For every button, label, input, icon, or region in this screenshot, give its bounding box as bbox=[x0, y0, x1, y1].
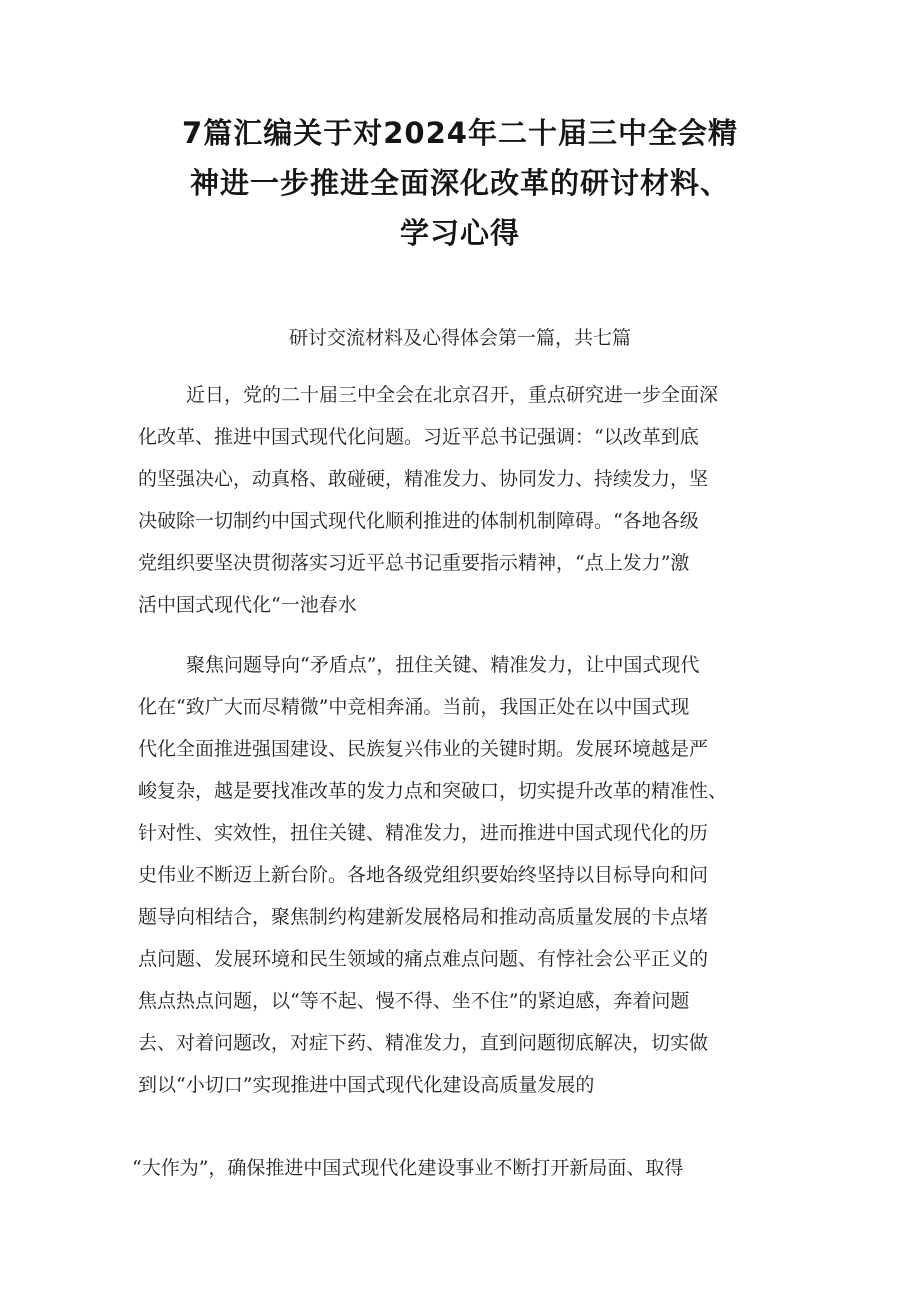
paragraph-1 bbox=[138, 374, 798, 626]
paragraph-line: 近日，党的二十届三中全会在北京召开，重点研究进一步全面深 bbox=[186, 384, 719, 406]
paragraph-line: 点问题、发展环境和民生领域的痛点难点问题、有悖社会公平正义的 bbox=[138, 948, 709, 970]
paragraph-2 bbox=[138, 644, 798, 1106]
paragraph-line: 化改革、推进中国式现代化问题。习近平总书记强调：“以改革到底 bbox=[138, 426, 699, 448]
paragraph-line: 的坚强决心，动真格、敢碰硬，精准发力、协同发力、持续发力，坚 bbox=[138, 468, 709, 490]
paragraph-line: “大作为”，确保推进中国式现代化建设事业不断打开新局面、取得 bbox=[132, 1157, 684, 1179]
title-line: 学习心得 bbox=[399, 216, 520, 250]
paragraph-line: 峻复杂，越是要找准改革的发力点和突破口，切实提升改革的精准性、 bbox=[138, 780, 728, 802]
title-line: 神进一步推进全面深化改革的研讨材料、 bbox=[189, 166, 730, 200]
document-title bbox=[130, 108, 790, 258]
paragraph-line: 史伟业不断迈上新台阶。各地各级党组织要始终坚持以目标导向和问 bbox=[138, 864, 709, 886]
paragraph-line: 代化全面推进强国建设、民族复兴伟业的关键时期。发展环境越是严 bbox=[138, 738, 709, 760]
title-line: 7篇汇编关于对2024年二十届三中全会精 bbox=[182, 116, 738, 150]
paragraph-line: 活中国式现代化“一池春水 bbox=[138, 594, 357, 616]
paragraph-line: 聚焦问题导向“矛盾点”，扭住关键、精准发力，让中国式现代 bbox=[186, 654, 700, 676]
paragraph-3 bbox=[132, 1147, 798, 1189]
paragraph-line: 焦点热点问题，以“等不起、慢不得、坐不住”的紧迫感，奔着问题 bbox=[138, 990, 690, 1012]
paragraph-line: 化在“致广大而尽精微”中竞相奔涌。当前，我国正处在以中国式现 bbox=[138, 696, 690, 718]
paragraph-line: 党组织要坚决贯彻落实习近平总书记重要指示精神，“点上发力”激 bbox=[138, 552, 690, 574]
document-subtitle: 研讨交流材料及心得体会第一篇，共七篇 bbox=[288, 327, 631, 349]
paragraph-line: 决破除一切制约中国式现代化顺利推进的体制机制障碍。“各地各级 bbox=[138, 510, 699, 532]
paragraph-line: 去、对着问题改，对症下药、精准发力，直到问题彻底解决，切实做 bbox=[138, 1032, 709, 1054]
paragraph-line: 题导向相结合，聚焦制约构建新发展格局和推动高质量发展的卡点堵 bbox=[138, 906, 709, 928]
paragraph-line: 到以“小切口”实现推进中国式现代化建设高质量发展的 bbox=[138, 1074, 595, 1096]
paragraph-line: 针对性、实效性，扭住关键、精准发力，进而推进中国式现代化的历 bbox=[138, 822, 709, 844]
